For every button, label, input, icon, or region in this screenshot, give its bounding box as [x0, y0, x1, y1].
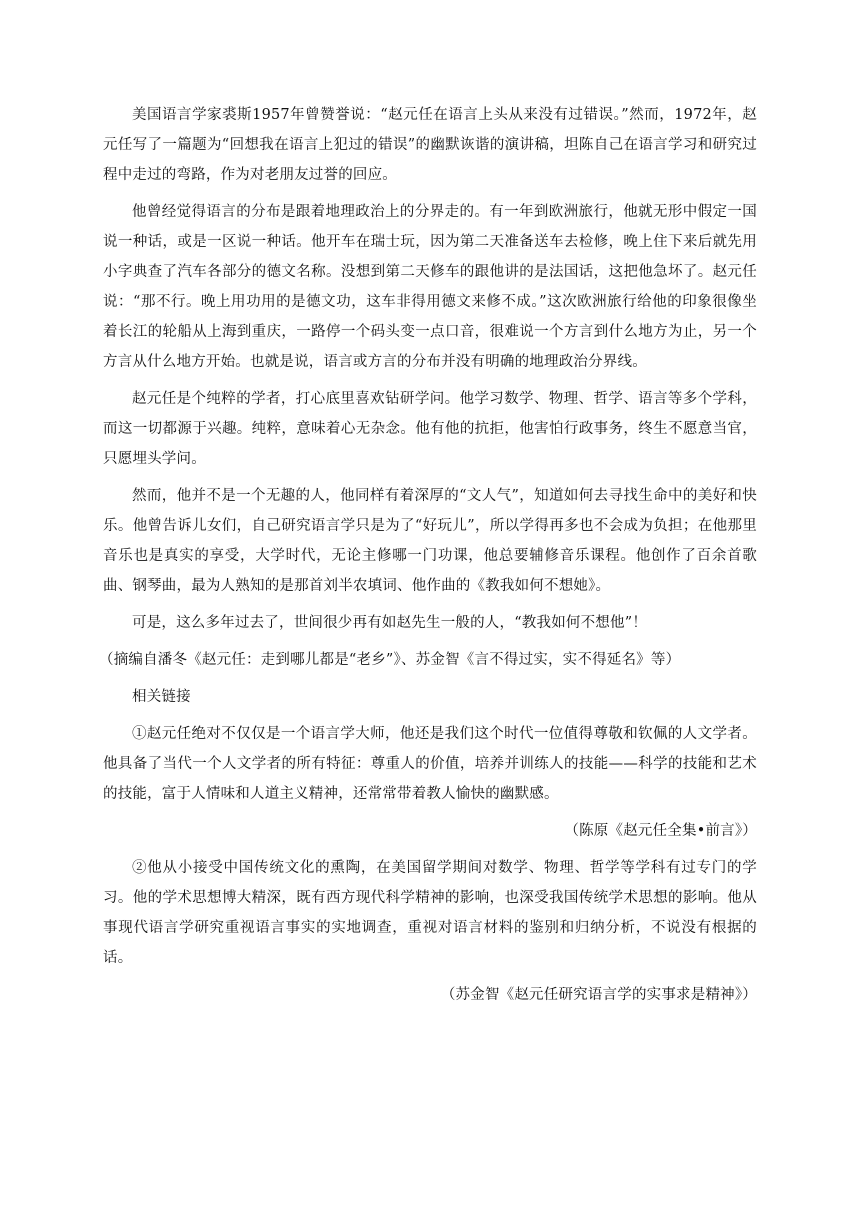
related-links-heading: 相关链接: [132, 689, 191, 705]
related-item-2: ②他从小接受中国传统文化的熏陶，在美国留学期间对数学、物理、哲学等学科有过专门的学习。他的学术思想博大精深，既有西方现代科学精神的影响，也深受我国传统学术思想的影响。他从事现代语言学研究重视语言事实的实地调查，重视对语言材料的鉴别和归纳分析，不说没有根据的话。: [103, 860, 757, 966]
article-paragraph-3: 赵元任是个纯粹的学者，打心底里喜欢钻研学问。他学习数学、物理、哲学、语言等多个学科，而这一切都源于兴趣。纯粹，意味着心无杂念。他有他的抗拒，他害怕行政事务，终生不愿意当官，只愿埋头学问。: [103, 391, 757, 467]
article-paragraph-2: 他曾经觉得语言的分布是跟着地理政治上的分界走的。有一年到欧洲旅行，他就无形中假定一国说一种话，或是一区说一种话。他开车在瑞士玩，因为第二天准备送车去检修，晚上住下来后就先用小字典查了汽车各部分的德文名称。没想到第二天修车的跟他讲的是法国话，这把他急坏了。赵元任说：“那不行。晚上用功用的是德文功，这车非得用德文来修不成。”这次欧洲旅行给他的印象很像坐着长江的轮船从上海到重庆，一路停一个码头变一点口音，很难说一个方言到什么地方为止，另一个方言从什么地方开始。也就是说，语言或方言的分布并没有明确的地理政治分界线。: [103, 204, 757, 370]
related-item-1-citation: （陈原《赵元任全集•前言》）: [564, 823, 757, 839]
article-source: （摘编自潘冬《赵元任：走到哪儿都是“老乡”》、苏金智《言不得过实，实不得延名》等）: [99, 652, 681, 668]
related-item-2-citation: （苏金智《赵元任研究语言学的实事求是精神》）: [440, 987, 757, 1003]
document-page: [99, 100, 757, 1017]
article-paragraph-5: 可是，这么多年过去了，世间很少再有如赵先生一般的人，“教我如何不想他”！: [132, 615, 648, 631]
related-item-1: ①赵元任绝对不仅仅是一个语言学大师，他还是我们这个时代一位值得尊敬和钦佩的人文学者。他具备了当代一个人文学者的所有特征：尊重人的价值，培养并训练人的技能——科学的技能和艺术的技能，富于人情味和人道主义精神，还常常带着教人愉快的幽默感。: [103, 726, 757, 802]
article-paragraph-4: 然而，他并不是一个无趣的人，他同样有着深厚的“文人气”，知道如何去寻找生命中的美好和快乐。他曾告诉儿女们，自己研究语言学只是为了“好玩儿”，所以学得再多也不会成为负担；在他那里音乐也是真实的享受，大学时代，无论主修哪一门功课，他总要辅修音乐课程。他创作了百余首歌曲、钢琴曲，最为人熟知的是那首刘半农填词、他作曲的《教我如何不想她》。: [103, 488, 757, 594]
article-paragraph-1: 美国语言学家裘斯1957年曾赞誉说：“赵元任在语言上头从来没有过错误。”然而，1972年，赵元任写了一篇题为“回想我在语言上犯过的错误”的幽默诙谐的演讲稿，坦陈自己在语言学习和研究过程中走过的弯路，作为对老朋友过誉的回应。: [103, 107, 757, 183]
